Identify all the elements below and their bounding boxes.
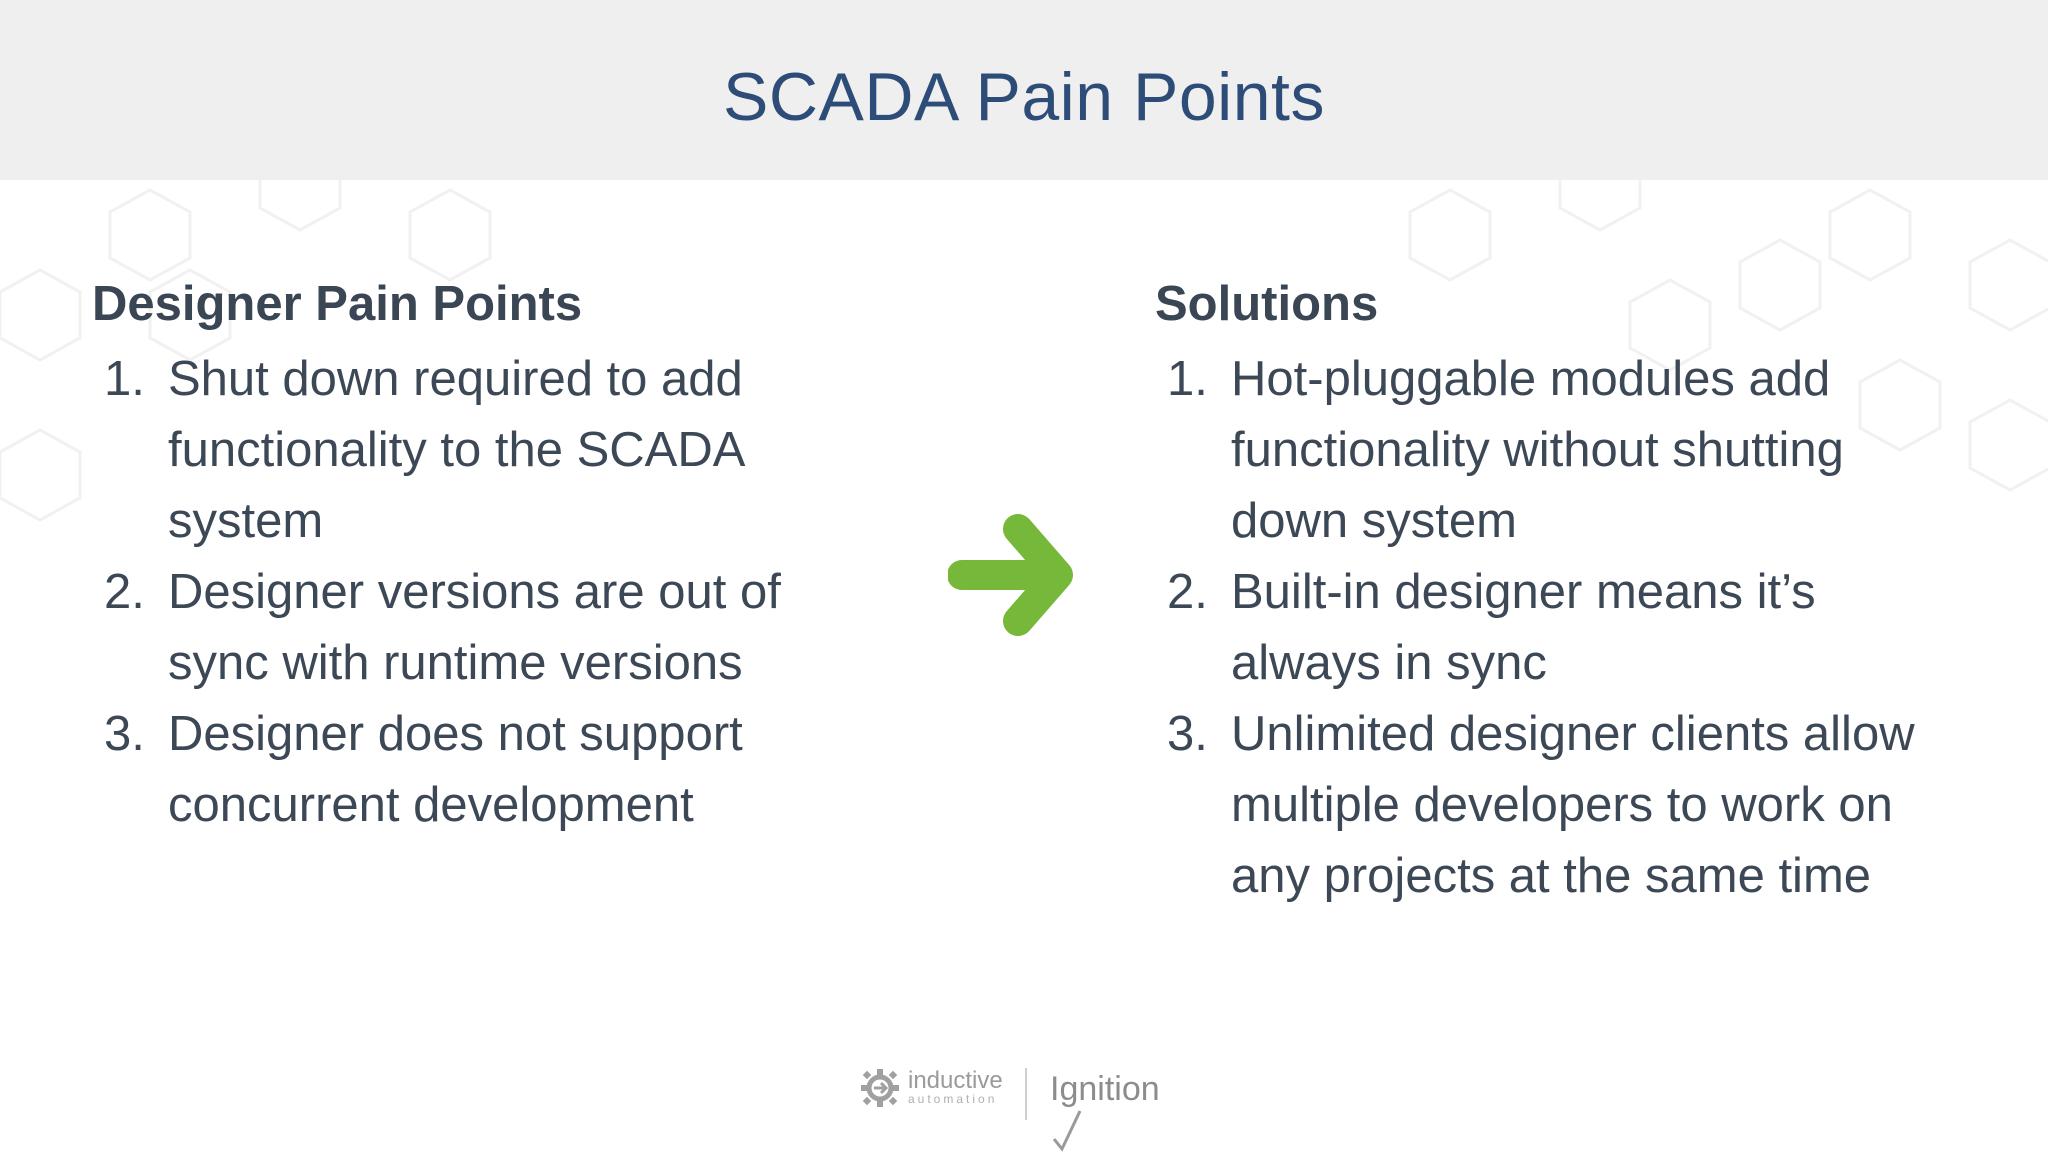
list-line: multiple developers to work on — [1231, 778, 1893, 832]
footer-logos — [860, 1052, 1190, 1124]
list-line: functionality without shutting — [1231, 423, 1844, 477]
list-item — [1155, 344, 2015, 557]
solutions-column — [1155, 272, 2015, 912]
list-line: always in sync — [1231, 636, 1547, 690]
pain-points-list — [92, 344, 892, 841]
list-number: 2. — [1167, 565, 1208, 619]
designer-pain-points-column — [92, 272, 892, 841]
list-item — [92, 699, 892, 841]
title-bar — [0, 0, 2048, 180]
list-line: any projects at the same time — [1231, 849, 1872, 903]
ignition-logo — [1050, 1070, 1190, 1160]
list-number: 1. — [104, 352, 145, 406]
list-item — [1155, 699, 2015, 912]
arrow-right-icon — [948, 513, 1076, 637]
list-number: 2. — [104, 565, 145, 619]
list-line: Built-in designer means it’s — [1231, 565, 1816, 619]
inductive-text: inductive — [908, 1067, 1003, 1094]
list-line: functionality to the SCADA — [168, 423, 746, 477]
solutions-list — [1155, 344, 2015, 912]
designer-pain-points-heading: Designer Pain Points — [92, 277, 583, 331]
logo-divider — [1025, 1068, 1027, 1120]
list-line: Unlimited designer clients allow — [1231, 707, 1915, 761]
list-item — [1155, 557, 2015, 699]
list-line: system — [168, 494, 324, 548]
list-line: Shut down required to add — [168, 352, 743, 406]
ignition-text: Ignition — [1050, 1070, 1160, 1108]
list-line: down system — [1231, 494, 1517, 548]
slide-title: SCADA Pain Points — [723, 59, 1325, 135]
solutions-heading: Solutions — [1155, 277, 1379, 331]
list-line: Designer versions are out of — [168, 565, 781, 619]
gear-icon — [860, 1068, 900, 1108]
list-item — [92, 557, 892, 699]
inductive-automation-logo — [860, 1052, 1003, 1124]
list-item — [92, 344, 892, 557]
list-number: 3. — [1167, 707, 1208, 761]
list-number: 1. — [1167, 352, 1208, 406]
list-number: 3. — [104, 707, 145, 761]
list-line: Hot-pluggable modules add — [1231, 352, 1831, 406]
list-line: concurrent development — [168, 778, 694, 832]
automation-text: automation — [908, 1092, 998, 1106]
list-line: sync with runtime versions — [168, 636, 743, 690]
list-line: Designer does not support — [168, 707, 743, 761]
checkmark-icon — [1050, 1109, 1084, 1153]
